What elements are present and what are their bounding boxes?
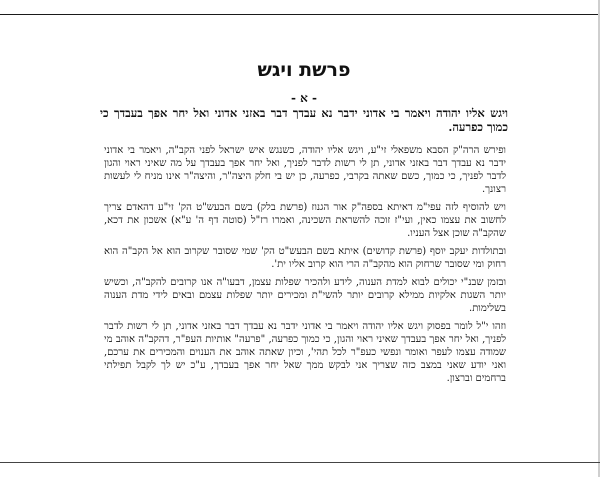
scan-border-top xyxy=(0,14,600,15)
verse-text: ויגש אליו יהודה ויאמר בי אדוני ידבר נא עבדך דבר באזני אדוני ואל יחר אפך בעבדך כי כמוך כפרעה. xyxy=(100,106,508,134)
page-title: פרשת ויגש xyxy=(257,59,351,81)
paragraph-4: ובזמן שבנ"י יכולים לבוא למדת הענוה, לידע ולהכיר שפלות עצמן, דבעו"ה אנו קרובים להקב"ה, וכשיש יותר השגות אלקיות ממילא קרובים יותר להשי"ת ומכירים יותר שפלות עצמם ובאים לידי מדת הענוה בשלימות. xyxy=(104,277,506,314)
paragraph-2: ויש להוסיף לזה עפי"מ דאיתא בספה"ק אור הגנוז (פרשת בלק) בשם הבעש"ט הק' זי"ע דהאדם צריך לחשוב את עצמו כאין, ועי"ז זוכה להשראת השכינה, ואמרו רז"ל (סוטה דף ה' ע"א) אשכון את דכא, שהקב"ה שוכן אצל העניו. xyxy=(104,202,506,239)
document-page xyxy=(100,58,508,390)
scan-border-bottom xyxy=(0,462,600,463)
paragraph-1: ופירש הרה"ק הסבא משפאלי זי"ע, ויגש אליו יהודה, כשנגש איש ישראל לפני הקב"ה, ויאמר בי אדוני ידבר נא עבדך דבר באזני אדוני, תן לי רשות לדבר לפניך, ואל יחר אפך בעבדך על מה שאיני ראוי והגון לדבר לפניך, כי כמוך, כשם שאתה בקרבי, כפרעה, כן יש בי חלק היצה"ר, והיצה"ר אינו מניח לי לעשות רצונך. xyxy=(104,145,507,195)
paragraph-3: ובתולדות יעקב יוסף (פרשת קדושים) איתא בשם הבעש"ט הק' שמי שסובר שקרוב הוא אל הקב"ה הוא רחוק ומי שסובר שרחוק הוא מהקב"ה הרי הוא קרוב אליו ית'. xyxy=(104,246,506,270)
section-number: - א - xyxy=(290,91,318,105)
paragraph-5: וזהו י"ל לומר בפסוק ויגש אליו יהודה ויאמר בי אדוני ידבר נא עבדך דבר באזני אדוני, תן לי רשות לדבר לפניך, ואל יחר אפך בעבדך שאיני ראוי והגון, כי כמוך כפרעה, "פרעה" אותיות העפ"ר, דהקב"ה אוהב מי שמודה עצמו לעפר ואומר ונפשי כעפ"ר לכל תהי', וכיון שאתה אוהב את הענוים והמכירים את ערכם, ואני יודע שאני במצב כזה שצריך אני לבקש ממך שאל יחר אפך בעבדך, ע"כ יש לך לקבל תפילתי ברחמים וברצון. xyxy=(104,321,506,384)
